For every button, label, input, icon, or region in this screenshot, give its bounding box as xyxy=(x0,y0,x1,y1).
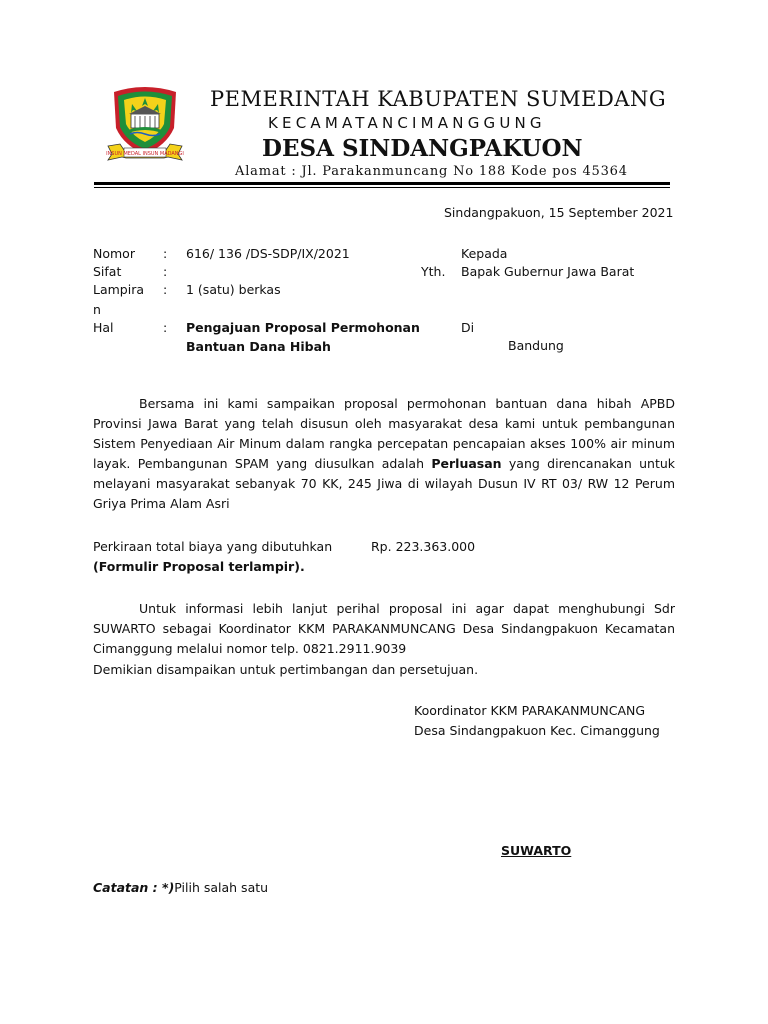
body-paragraph-1 xyxy=(93,394,675,514)
lampiran-label-wrap: n xyxy=(93,302,101,317)
letterhead-address: Alamat : Jl. Parakanmuncang No 188 Kode pos 45364 xyxy=(235,164,628,179)
letterhead-village: DESA SINDANGPAKUON xyxy=(262,135,583,162)
note-text: Pilih salah satu xyxy=(174,880,269,895)
nomor-value: 616/ 136 /DS-SDP/IX/2021 xyxy=(186,246,350,261)
body-paragraph-2: Untuk informasi lebih lanjut perihal proposal ini agar dapat menghubungi Sdr SUWARTO sebagai Koordinator KKM PARAKANMUNCANG Desa Sindangpakuon Kecamatan Cimanggung melalui nomor telp. 0821.2911.9039 xyxy=(93,601,675,656)
lampiran-colon: : xyxy=(163,282,168,297)
hal-colon: : xyxy=(163,320,168,335)
letterhead-divider-thick xyxy=(94,182,670,185)
recipient-city: Bandung xyxy=(508,338,564,353)
note-line xyxy=(93,880,268,896)
letter-date: Sindangpakuon, 15 September 2021 xyxy=(444,205,674,220)
letterhead-divider-thin xyxy=(94,187,670,188)
signature-role-1: Koordinator KKM PARAKANMUNCANG xyxy=(414,703,646,718)
hal-value-line1: Pengajuan Proposal Permohonan xyxy=(186,320,420,335)
cost-label: Perkiraan total biaya yang dibutuhkan xyxy=(93,539,333,554)
lampiran-label: Lampira xyxy=(93,282,145,297)
cost-value: Rp. 223.363.000 xyxy=(371,539,476,554)
letterhead-government: PEMERINTAH KABUPATEN SUMEDANG xyxy=(210,87,667,111)
recipient-di: Di xyxy=(461,320,475,335)
hal-value-line2: Bantuan Dana Hibah xyxy=(186,339,331,354)
regency-emblem-logo xyxy=(104,84,186,164)
recipient-yth: Yth. xyxy=(421,264,446,279)
note-mark: *) xyxy=(162,880,175,895)
form-note: (Formulir Proposal terlampir). xyxy=(93,559,305,574)
signature-name: SUWARTO xyxy=(501,843,572,858)
recipient-name: Bapak Gubernur Jawa Barat xyxy=(461,264,635,279)
body-paragraph-1-text-b: yang direncanakan untuk melayani masyarakat sebanyak 70 KK, 245 Jiwa di wilayah Dusun IV RT 03/ RW 12 Perum Griya Prima Alam Asri xyxy=(93,456,676,511)
lampiran-value: 1 (satu) berkas xyxy=(186,282,281,297)
body-paragraph-3: Demikian disampaikan untuk pertimbangan dan persetujuan. xyxy=(93,662,479,677)
logo-banner-text: INSUN MEDAL INSUN MADANGI xyxy=(106,151,184,157)
recipient-kepada: Kepada xyxy=(461,246,508,261)
sifat-label: Sifat xyxy=(93,264,122,279)
signature-role-2: Desa Sindangpakuon Kec. Cimanggung xyxy=(414,723,660,738)
letterhead-district: KECAMATANCIMANGGUNG xyxy=(268,114,546,132)
body-paragraph-1-text-a: Bersama ini kami sampaikan proposal permohonan bantuan dana hibah APBD Provinsi Jawa Barat yang telah disusun oleh masyarakat desa kami untuk pembangunan Sistem Penyediaan Air Minum dalam rangka percepatan pencapaian akses 100% air minum layak. Pembangunan SPAM yang diusulkan adalah xyxy=(93,396,675,471)
hal-label: Hal xyxy=(93,320,114,335)
note-label: Catatan : xyxy=(93,880,163,895)
nomor-colon: : xyxy=(163,246,168,261)
body-paragraph-1-bold: Perluasan xyxy=(431,456,502,471)
nomor-label: Nomor xyxy=(93,246,135,261)
sifat-colon: : xyxy=(163,264,168,279)
